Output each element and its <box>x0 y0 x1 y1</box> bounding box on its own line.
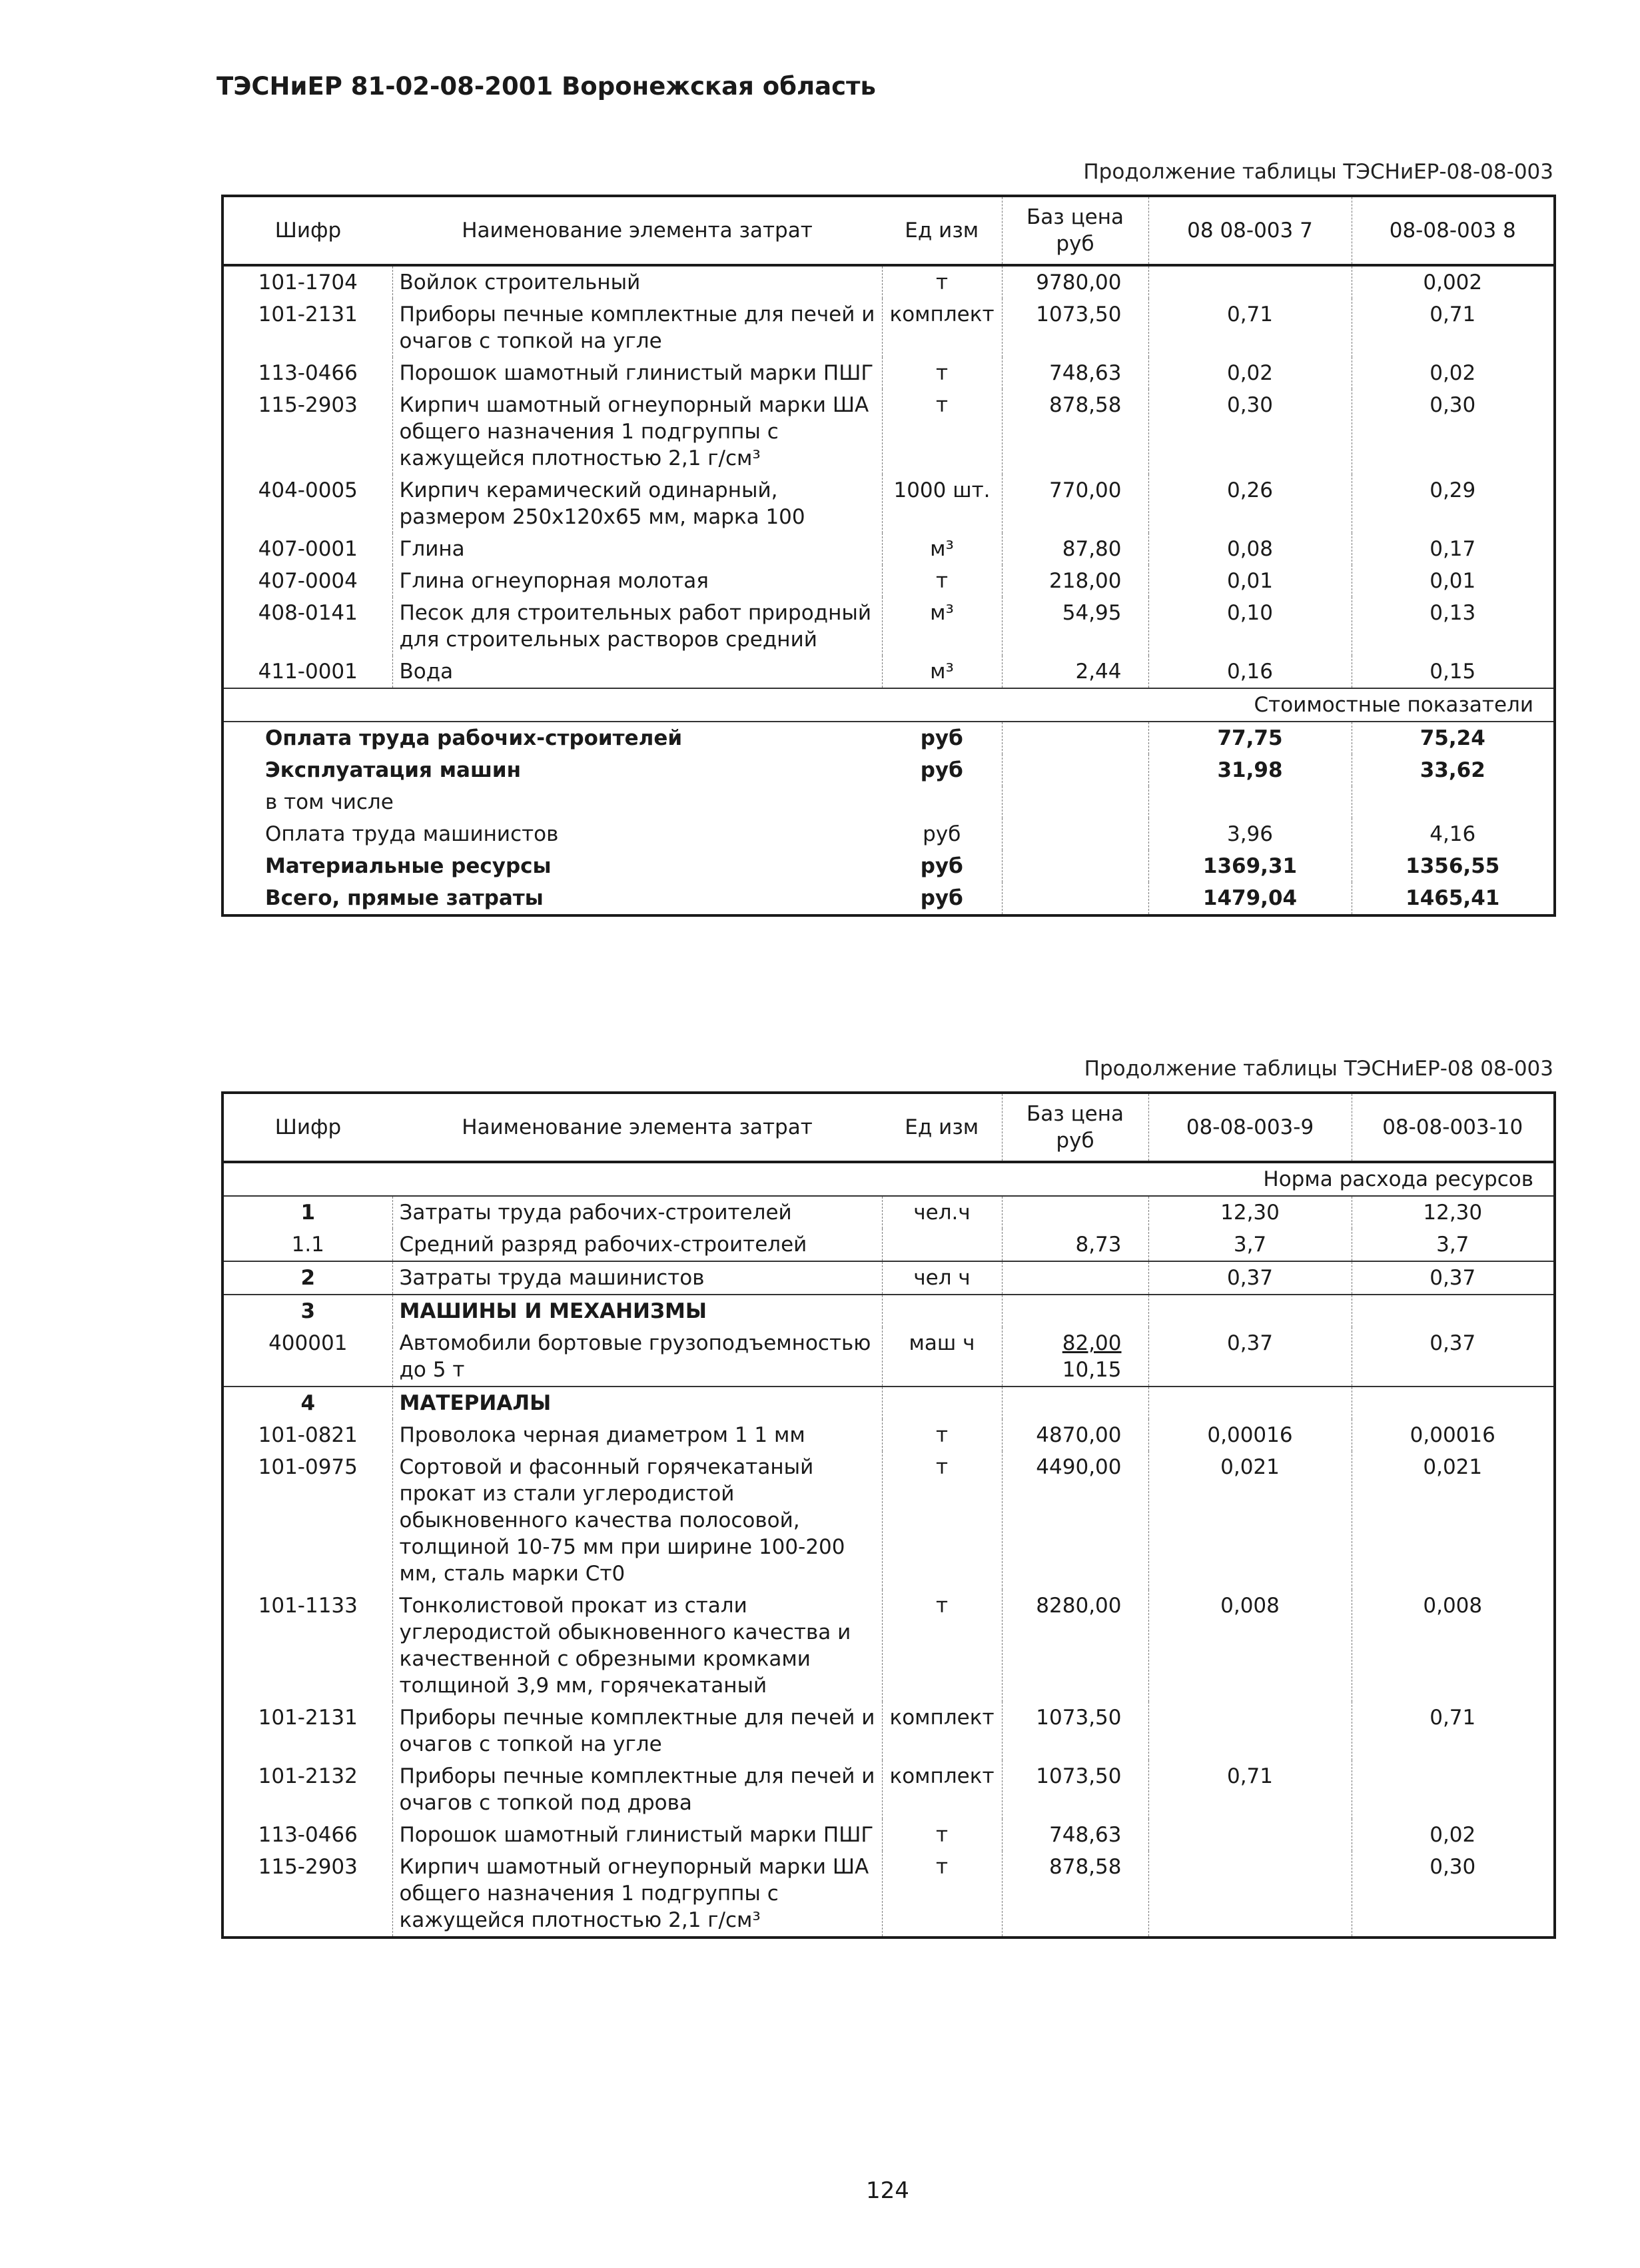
row-code: 115-2903 <box>258 1855 358 1879</box>
row-norm1: 0,021 <box>1148 1451 1352 1590</box>
row-unit: м³ <box>930 660 954 684</box>
cost-price-empty <box>1002 850 1148 882</box>
row-name: Кирпич шамотный огнеупорный марки ША общего назначения 1 подгруппы с кажущейся плотностью 2,1 г/см³ <box>392 1851 882 1938</box>
row-norm1: 0,008 <box>1148 1590 1352 1702</box>
row-price: 878,58 <box>1002 1851 1148 1938</box>
table-row <box>222 565 1555 597</box>
cost-value-1: 1479,04 <box>1148 882 1352 915</box>
col-unit-header: Ед изм <box>882 1093 1002 1162</box>
cost-name: Всего, прямые затраты <box>265 886 544 910</box>
row-unit: т <box>935 1594 949 1618</box>
row-norm2: 12,30 <box>1352 1196 1555 1229</box>
col-norm2-header: 08-08-003 8 <box>1352 196 1555 265</box>
row-price: 87,80 <box>1002 533 1148 565</box>
cost-caption-row <box>222 688 1555 722</box>
row-price: 1073,50 <box>1002 1760 1148 1819</box>
row-unit: чел ч <box>882 1261 1002 1295</box>
row-unit: т <box>935 1455 949 1479</box>
row-name: Автомобили бортовые грузоподъемностью до 5 т <box>392 1327 882 1387</box>
row-price: 218,00 <box>1002 565 1148 597</box>
row-norm1: 0,00016 <box>1148 1419 1352 1451</box>
cost-name: Материальные ресурсы <box>265 854 552 878</box>
row-norm1: 0,01 <box>1148 565 1352 597</box>
row-norm2: 0,30 <box>1430 393 1476 417</box>
row-norm2 <box>1352 1387 1555 1419</box>
row-price: 2,44 <box>1002 656 1148 688</box>
cost-value-1: 77,75 <box>1148 722 1352 754</box>
col-norm2-header: 08-08-003-10 <box>1352 1093 1555 1162</box>
row-unit <box>882 1229 1002 1261</box>
row-name: Войлок строительный <box>392 265 882 298</box>
cost-unit: руб <box>920 886 963 910</box>
row-name: Затраты труда рабочих-строителей <box>392 1196 882 1229</box>
row-norm1: 0,37 <box>1148 1327 1352 1387</box>
row-unit: комплект <box>889 1764 995 1788</box>
row-code: 101-2131 <box>258 302 358 326</box>
row-unit: т <box>935 393 949 417</box>
row-unit: м³ <box>930 601 954 625</box>
row-norm1: 0,71 <box>1148 1760 1352 1819</box>
cost-unit <box>882 786 1002 818</box>
table-row <box>222 1196 1555 1229</box>
row-name: Тонколистовой прокат из стали углеродистой обыкновенного качества и качественной с обрезными кромками толщиной 3,9 мм, горячекатаный <box>392 1590 882 1702</box>
row-norm1: 0,26 <box>1148 474 1352 533</box>
row-price: 4490,00 <box>1002 1451 1148 1590</box>
row-norm2: 0,02 <box>1430 1823 1476 1847</box>
row-norm2 <box>1352 1295 1555 1327</box>
norm-caption-row <box>222 1162 1555 1196</box>
row-name: Кирпич шамотный огнеупорный марки ША общего назначения 1 подгруппы с кажущейся плотностью 2,1 г/см³ <box>392 389 882 474</box>
row-name: Приборы печные комплектные для печей и очагов с топкой на угле <box>392 1702 882 1760</box>
row-price: 54,95 <box>1002 597 1148 656</box>
row-norm1: 0,16 <box>1148 656 1352 688</box>
row-unit: т <box>935 361 949 385</box>
table-row <box>222 533 1555 565</box>
row-code: 113-0466 <box>258 361 358 385</box>
row-name: Проволока черная диаметром 1 1 мм <box>392 1419 882 1451</box>
cost-price-empty <box>1002 786 1148 818</box>
table-row <box>222 597 1555 656</box>
row-name: Приборы печные комплектные для печей и очагов с топкой под дрова <box>392 1760 882 1819</box>
row-norm2: 0,29 <box>1430 478 1476 502</box>
col-code-header: Шифр <box>222 1093 392 1162</box>
table-row <box>222 1851 1555 1938</box>
col-price-header-line1: Баз цена <box>1026 1102 1124 1126</box>
cost-row <box>222 754 1555 786</box>
row-norm2: 0,02 <box>1430 361 1476 385</box>
row-norm2 <box>1352 1760 1555 1819</box>
cost-value-2: 33,62 <box>1420 758 1485 782</box>
cost-row <box>222 882 1555 915</box>
cost-name: Оплата труда рабочих-строителей <box>222 722 882 754</box>
cost-caption: Стоимостные показатели <box>222 688 1555 722</box>
row-norm1 <box>1148 1387 1352 1419</box>
row-name: МАТЕРИАЛЫ <box>392 1387 882 1419</box>
cost-row <box>222 850 1555 882</box>
row-unit: т <box>935 1855 949 1879</box>
row-norm1 <box>1148 1851 1352 1938</box>
row-code: 400001 <box>268 1331 348 1355</box>
row-unit: маш ч <box>909 1331 975 1355</box>
cost-value-2: 1356,55 <box>1406 854 1500 878</box>
row-norm2: 0,15 <box>1430 660 1476 684</box>
cost-unit: руб <box>882 722 1002 754</box>
row-norm1 <box>1148 1702 1352 1760</box>
row-code: 407-0004 <box>258 569 358 593</box>
row-price: 8280,00 <box>1002 1590 1148 1702</box>
row-price: 8,73 <box>1002 1229 1148 1261</box>
resource-table-1 <box>221 195 1556 917</box>
row-price <box>1002 1261 1148 1295</box>
cost-price-empty <box>1002 882 1148 915</box>
table1-continuation-label: Продолжение таблицы ТЭСНиЕР-08-08-003 <box>1083 160 1553 184</box>
row-norm1: 0,30 <box>1148 389 1352 474</box>
row-norm1: 0,02 <box>1148 357 1352 389</box>
row-code: 113-0466 <box>258 1823 358 1847</box>
row-norm2: 0,37 <box>1352 1261 1555 1295</box>
table-row <box>222 389 1555 474</box>
col-norm1-header: 08 08-003 7 <box>1148 196 1352 265</box>
resource-table-2 <box>221 1091 1556 1939</box>
row-unit: м³ <box>930 537 954 561</box>
col-price-header-line1: Баз цена <box>1026 205 1124 229</box>
row-price-numerator: 82,00 <box>1062 1331 1122 1355</box>
row-name: Глина огнеупорная молотая <box>392 565 882 597</box>
row-price: 748,63 <box>1002 357 1148 389</box>
row-price <box>1002 1295 1148 1327</box>
row-norm1: 0,10 <box>1148 597 1352 656</box>
row-code: 115-2903 <box>258 393 358 417</box>
row-norm1: 12,30 <box>1148 1196 1352 1229</box>
table-row <box>222 474 1555 533</box>
table-row <box>222 1295 1555 1327</box>
table-header-row <box>222 196 1555 265</box>
table-row <box>222 1702 1555 1760</box>
table-row <box>222 1261 1555 1295</box>
table-row <box>222 1451 1555 1590</box>
cost-unit: руб <box>923 822 961 846</box>
row-price-denominator: 10,15 <box>1062 1358 1122 1382</box>
row-code: 2 <box>222 1261 392 1295</box>
row-norm2: 0,13 <box>1430 601 1476 625</box>
row-name: Средний разряд рабочих-строителей <box>392 1229 882 1261</box>
row-norm2: 0,002 <box>1423 271 1483 294</box>
col-price-header-line2: руб <box>1056 232 1094 256</box>
row-norm1 <box>1148 1819 1352 1851</box>
cost-value-2: 75,24 <box>1352 722 1555 754</box>
row-price <box>1002 1196 1148 1229</box>
cost-value-2: 4,16 <box>1430 822 1476 846</box>
row-price: 9780,00 <box>1002 265 1148 298</box>
row-norm2: 0,37 <box>1430 1331 1476 1355</box>
row-code: 4 <box>222 1387 392 1419</box>
table-row <box>222 1590 1555 1702</box>
row-norm2: 0,00016 <box>1410 1423 1495 1447</box>
cost-value-1: 31,98 <box>1148 754 1352 786</box>
cost-name: Эксплуатация машин <box>265 758 522 782</box>
cost-value-1 <box>1148 786 1352 818</box>
row-name: Кирпич керамический одинарный, размером 250х120х65 мм, марка 100 <box>392 474 882 533</box>
cost-unit: руб <box>920 854 963 878</box>
row-unit: 1000 шт. <box>893 478 991 502</box>
table-row <box>222 1327 1555 1387</box>
cost-name: в том числе <box>265 790 394 814</box>
row-name: Затраты труда машинистов <box>392 1261 882 1295</box>
table-header-row <box>222 1093 1555 1162</box>
row-unit <box>882 1295 1002 1327</box>
row-norm2: 0,008 <box>1423 1594 1483 1618</box>
table-row <box>222 265 1555 298</box>
row-unit: т <box>935 1823 949 1847</box>
col-norm1-header: 08-08-003-9 <box>1148 1093 1352 1162</box>
row-norm2: 0,01 <box>1430 569 1476 593</box>
cost-value-1: 1369,31 <box>1148 850 1352 882</box>
row-norm2: 0,71 <box>1430 1706 1476 1730</box>
row-code: 101-1133 <box>258 1594 358 1618</box>
row-unit: комплект <box>889 1706 995 1730</box>
row-norm1: 0,37 <box>1148 1261 1352 1295</box>
row-price: 878,58 <box>1002 389 1148 474</box>
row-price: 748,63 <box>1002 1819 1148 1851</box>
row-name: Порошок шамотный глинистый марки ПШГ <box>392 357 882 389</box>
col-unit-header: Ед изм <box>882 196 1002 265</box>
row-unit: чел.ч <box>882 1196 1002 1229</box>
table-row <box>222 1760 1555 1819</box>
row-code: 404-0005 <box>258 478 358 502</box>
table-row <box>222 357 1555 389</box>
cost-unit: руб <box>920 758 963 782</box>
row-price: 770,00 <box>1002 474 1148 533</box>
row-norm2: 0,71 <box>1430 302 1476 326</box>
row-name: Песок для строительных работ природный для строительных растворов средний <box>392 597 882 656</box>
row-unit: т <box>935 569 949 593</box>
row-code: 1 <box>222 1196 392 1229</box>
row-norm1: 0,08 <box>1148 533 1352 565</box>
cost-row <box>222 786 1555 818</box>
row-price: 1073,50 <box>1002 298 1148 357</box>
row-name: Сортовой и фасонный горячекатаный прокат из стали углеродистой обыкновенного качества полосовой, толщиной 10-75 мм при ширине 100-200 мм, сталь марки Ст0 <box>392 1451 882 1590</box>
row-unit: т <box>935 271 949 294</box>
row-name: Вода <box>392 656 882 688</box>
page-number: 124 <box>866 2177 909 2204</box>
row-code: 1.1 <box>291 1233 324 1257</box>
cost-value-2: 1465,41 <box>1406 886 1500 910</box>
cost-name: Оплата труда машинистов <box>265 822 559 846</box>
table2-continuation-label: Продолжение таблицы ТЭСНиЕР-08 08-003 <box>1084 1057 1553 1081</box>
row-name: Глина <box>392 533 882 565</box>
row-price <box>1002 1327 1148 1387</box>
cost-price-empty <box>1002 722 1148 754</box>
row-name: Приборы печные комплектные для печей и очагов с топкой на угле <box>392 298 882 357</box>
cost-value-2 <box>1352 786 1555 818</box>
table-row <box>222 298 1555 357</box>
row-code: 408-0141 <box>258 601 358 625</box>
table-row <box>222 1819 1555 1851</box>
document-title: ТЭСНиЕР 81-02-08-2001 Воронежская область <box>216 72 876 101</box>
row-code: 101-0821 <box>258 1423 358 1447</box>
row-code: 101-0975 <box>258 1455 358 1479</box>
row-norm1: 3,7 <box>1148 1229 1352 1261</box>
table-row <box>222 1387 1555 1419</box>
row-code: 101-2132 <box>258 1764 358 1788</box>
row-code: 101-1704 <box>258 271 358 294</box>
row-code: 411-0001 <box>258 660 358 684</box>
row-norm1: 0,71 <box>1148 298 1352 357</box>
row-unit <box>882 1387 1002 1419</box>
row-name: Порошок шамотный глинистый марки ПШГ <box>392 1819 882 1851</box>
cost-row <box>222 722 1555 754</box>
row-norm2: 3,7 <box>1436 1233 1469 1257</box>
col-code-header: Шифр <box>222 196 392 265</box>
row-price: 1073,50 <box>1002 1702 1148 1760</box>
col-name-header: Наименование элемента затрат <box>392 196 882 265</box>
table-row <box>222 1229 1555 1261</box>
row-code: 101-2131 <box>258 1706 358 1730</box>
row-unit: комплект <box>889 302 995 326</box>
row-price <box>1002 1387 1148 1419</box>
table-row <box>222 1419 1555 1451</box>
table-row <box>222 656 1555 688</box>
cost-price-empty <box>1002 818 1148 850</box>
row-norm1 <box>1148 1295 1352 1327</box>
row-name: МАШИНЫ И МЕХАНИЗМЫ <box>392 1295 882 1327</box>
row-code: 407-0001 <box>258 537 358 561</box>
cost-price-empty <box>1002 754 1148 786</box>
row-price: 4870,00 <box>1002 1419 1148 1451</box>
row-norm1 <box>1148 265 1352 298</box>
row-norm2: 0,021 <box>1423 1455 1483 1479</box>
row-code: 3 <box>222 1295 392 1327</box>
norm-caption: Норма расхода ресурсов <box>1263 1167 1533 1191</box>
col-price-header <box>1002 196 1148 265</box>
row-norm2: 0,30 <box>1430 1855 1476 1879</box>
col-price-header <box>1002 1093 1148 1162</box>
cost-row <box>222 818 1555 850</box>
row-unit: т <box>935 1423 949 1447</box>
row-norm2: 0,17 <box>1430 537 1476 561</box>
cost-value-1: 3,96 <box>1148 818 1352 850</box>
col-name-header: Наименование элемента затрат <box>392 1093 882 1162</box>
col-price-header-line2: руб <box>1056 1129 1094 1153</box>
